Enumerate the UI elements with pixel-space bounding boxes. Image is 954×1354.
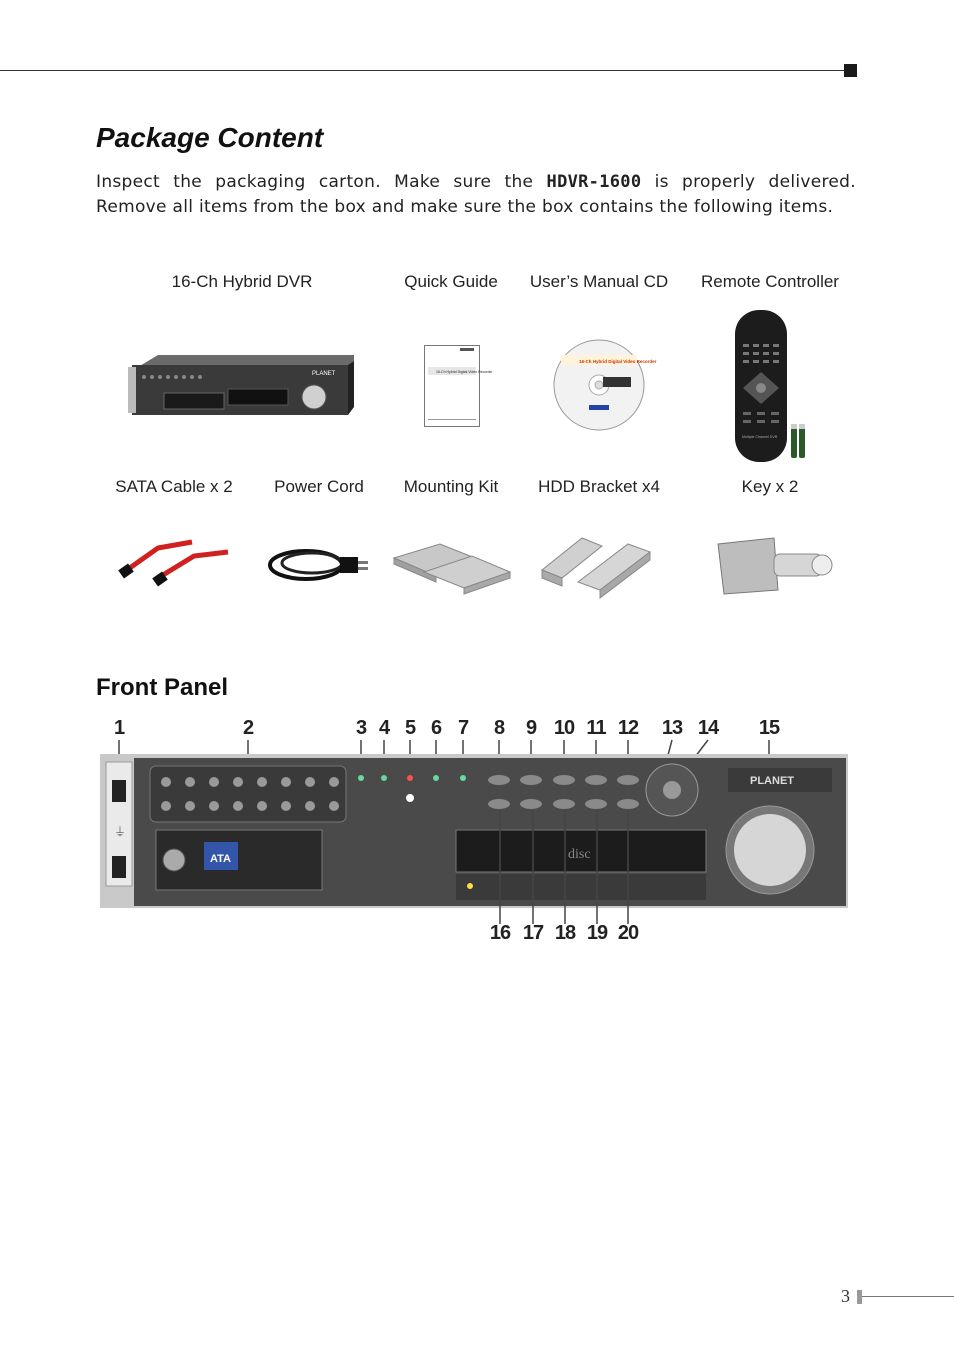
remote-text: Multiple Channel DVR [742,435,778,439]
cd-title-text: 16-Ch Hybrid Digital Video Recorder [579,359,657,364]
intro-text-after: is properly delivered. Remove all items from the box and make sure the box contains the following items. [96,172,856,217]
callout-1: 1 [113,717,125,739]
callout-10: 10 [553,717,575,739]
callout-15: 15 [758,717,780,739]
callout-5: 5 [404,717,416,739]
svg-text:⏚: ⏚ [114,825,127,839]
callout-14: 14 [697,717,719,739]
callout-12: 12 [617,717,639,739]
guide-title-text: 16-Ch Hybrid Digital Video Recorder [436,370,493,374]
footer-mark [857,1290,862,1304]
remote-controller-image [733,308,809,464]
item-label-sata-cable: SATA Cable x 2 [115,477,233,496]
front-panel-heading: Front Panel [96,674,229,701]
header-square-icon [844,64,857,77]
item-label-hdd-bracket: HDD Bracket x4 [538,477,660,496]
package-content-heading: Package Content [96,122,324,153]
power-cord-image [266,543,372,585]
item-label-power-cord: Power Cord [274,477,364,496]
callout-7: 7 [457,717,469,739]
disc-text: disc [568,847,591,862]
sata-cable-image [118,538,233,588]
quick-guide-image [424,345,493,427]
item-label-key: Key x 2 [741,477,799,496]
intro-text-before: Inspect the packaging carton. Make sure the [96,172,547,192]
callout-3: 3 [355,717,367,739]
panel-brand-text: PLANET [750,775,794,787]
callout-9: 9 [525,717,537,739]
key-image [716,536,834,598]
callout-18: 18 [554,922,576,944]
item-label-dvr: 16-Ch Hybrid DVR [171,272,313,291]
callout-17: 17 [522,922,544,944]
front-panel-image [100,738,850,948]
item-label-quick-guide: Quick Guide [404,272,498,291]
hdd-bracket-image [538,534,662,600]
callout-20: 20 [617,922,639,944]
intro-product-name: HDVR-1600 [546,172,642,192]
footer-rule [862,1296,954,1297]
page-number: 3 [841,1286,850,1306]
callout-6: 6 [430,717,442,739]
callout-2: 2 [242,717,254,739]
callout-13: 13 [661,717,683,739]
callout-4: 4 [378,717,390,739]
callout-8: 8 [493,717,505,739]
callout-16: 16 [489,922,511,944]
dvr-image [128,355,356,417]
package-intro-paragraph [96,170,856,220]
sata-logo-text: ATA [210,853,231,865]
item-label-manual-cd: User’s Manual CD [529,272,669,291]
item-label-remote: Remote Controller [701,272,839,291]
callout-11: 11 [586,717,606,739]
dvr-brand-text: PLANET [312,371,336,377]
manual-cd-image [553,339,657,431]
mounting-kit-image [390,538,514,594]
callout-19: 19 [586,922,608,944]
header-rule [0,70,848,71]
item-label-mounting-kit: Mounting Kit [403,477,499,496]
